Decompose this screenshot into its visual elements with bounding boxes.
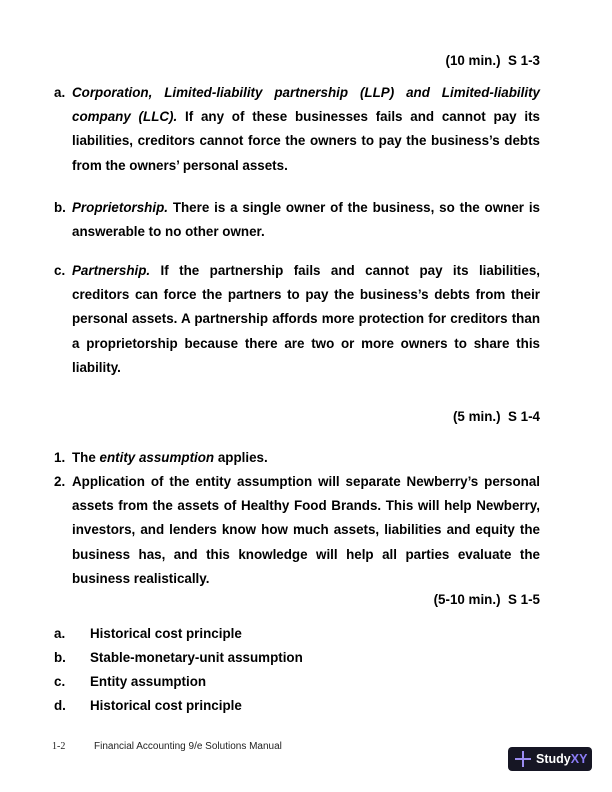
answer-item-a (54, 81, 540, 178)
item-term: Proprietorship. (72, 200, 168, 215)
item-label: b. (54, 200, 66, 215)
item-suffix: applies. (214, 450, 268, 465)
item-text: Historical cost principle (90, 698, 242, 713)
logo-text-accent: XY (570, 752, 588, 766)
answer-item-1 (54, 446, 540, 470)
item-label: c. (54, 674, 66, 689)
exercise-header-s1-3: (10 min.) S 1-3 (445, 53, 540, 68)
exercise-header-s1-5: (5-10 min.) S 1-5 (433, 592, 540, 607)
answer-item-2 (54, 470, 540, 591)
answer-item-b (54, 196, 540, 244)
item-label: b. (54, 650, 66, 665)
item-term: Corporation, Limited-liability partnership (LLP) and Limited-liability company (LLC). (72, 85, 540, 125)
item-label: 1. (54, 450, 66, 465)
footer-title: Financial Accounting 9/e Solutions Manual (94, 741, 282, 752)
item-label: 2. (54, 474, 66, 489)
item-prefix: The (72, 450, 100, 465)
item-text: Entity assumption (90, 674, 207, 689)
studyxy-logo[interactable] (508, 747, 592, 771)
item-text: If the partnership fails and cannot pay its liabilities, creditors can force the partners to pay the business’s debts from their personal assets. A partnership affords more protection for creditors than a proprietorship because there are two or more owners to share this liability. (72, 263, 540, 375)
item-term: Partnership. (72, 263, 151, 278)
item-label: a. (54, 85, 66, 100)
exercise-header-s1-4: (5 min.) S 1-4 (452, 409, 540, 424)
item-term: entity assumption (99, 450, 215, 465)
logo-text-main: Study (536, 752, 571, 766)
item-label: c. (54, 263, 66, 278)
logo-text (536, 752, 587, 766)
item-label: a. (54, 626, 66, 641)
item-text: There is a single owner of the business, so the owner is answerable to no other owner. (72, 200, 540, 240)
item-text: Stable-monetary-unit assumption (90, 650, 303, 665)
item-text: If any of these businesses fails and cannot pay its liabilities, creditors cannot force the owners to pay the business’s debts from the owners’ personal assets. (72, 109, 540, 173)
item-text: Application of the entity assumption will separate Newberry’s personal assets from the assets of Healthy Food Brands. This will help Newberry, investors, and lenders know how much assets, liabilities and equity the business has, and this knowledge will help all parties evaluate the business realistically. (72, 474, 540, 586)
answer-item-c (54, 259, 540, 380)
item-text: Historical cost principle (90, 626, 242, 641)
page-number: 1-2 (52, 741, 66, 752)
item-label: d. (54, 698, 66, 713)
plus-icon (513, 749, 533, 769)
